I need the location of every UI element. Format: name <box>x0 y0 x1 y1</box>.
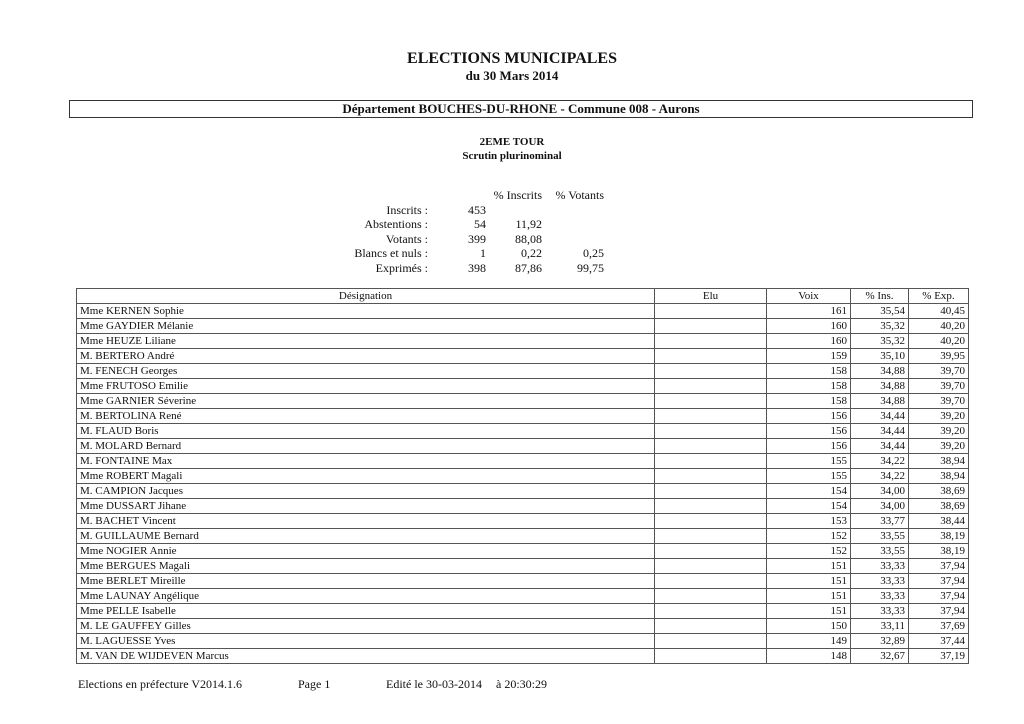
candidate-elected <box>655 454 767 469</box>
candidate-votes: 158 <box>767 379 851 394</box>
column-header-elu: Elu <box>655 289 767 304</box>
department-commune-banner: Département BOUCHES-DU-RHONE - Commune 008 - Aurons <box>69 100 973 118</box>
candidate-votes: 160 <box>767 334 851 349</box>
candidate-pct-exprimes: 37,44 <box>909 634 969 649</box>
candidate-pct-inscrits: 33,33 <box>851 559 909 574</box>
table-row <box>77 319 969 334</box>
column-header-designation: Désignation <box>77 289 655 304</box>
table-row <box>77 349 969 364</box>
candidate-pct-inscrits: 33,33 <box>851 589 909 604</box>
candidate-votes: 156 <box>767 424 851 439</box>
stats-count-exprimes: 398 <box>468 261 486 275</box>
candidate-votes: 155 <box>767 469 851 484</box>
stats-label-blancs-nuls: Blancs et nuls : <box>354 246 428 260</box>
stats-pct-inscrits-blancs-nuls: 0,22 <box>521 246 542 260</box>
candidate-votes: 158 <box>767 364 851 379</box>
candidate-pct-inscrits: 33,33 <box>851 574 909 589</box>
candidate-pct-exprimes: 39,95 <box>909 349 969 364</box>
table-row <box>77 649 969 664</box>
candidate-pct-exprimes: 38,19 <box>909 544 969 559</box>
candidate-name: M. BERTOLINA René <box>77 409 655 424</box>
candidate-pct-exprimes: 40,20 <box>909 334 969 349</box>
stats-label-abstentions: Abstentions : <box>364 217 428 231</box>
candidate-pct-inscrits: 34,88 <box>851 364 909 379</box>
candidate-name: M. FLAUD Boris <box>77 424 655 439</box>
candidate-elected <box>655 334 767 349</box>
table-row <box>77 604 969 619</box>
candidate-pct-exprimes: 37,94 <box>909 559 969 574</box>
candidate-name: Mme PELLE Isabelle <box>77 604 655 619</box>
candidate-pct-exprimes: 37,94 <box>909 604 969 619</box>
candidate-name: Mme ROBERT Magali <box>77 469 655 484</box>
candidate-elected <box>655 484 767 499</box>
candidate-name: Mme KERNEN Sophie <box>77 304 655 319</box>
candidate-pct-inscrits: 34,00 <box>851 484 909 499</box>
candidate-name: Mme HEUZE Liliane <box>77 334 655 349</box>
candidate-pct-inscrits: 34,00 <box>851 499 909 514</box>
ballot-type: Scrutin plurinominal <box>462 150 562 162</box>
candidate-name: M. MOLARD Bernard <box>77 439 655 454</box>
candidate-pct-exprimes: 39,20 <box>909 409 969 424</box>
candidate-elected <box>655 394 767 409</box>
candidate-pct-inscrits: 34,88 <box>851 394 909 409</box>
table-row <box>77 454 969 469</box>
candidate-votes: 153 <box>767 514 851 529</box>
candidate-name: M. GUILLAUME Bernard <box>77 529 655 544</box>
candidate-pct-exprimes: 39,20 <box>909 424 969 439</box>
candidate-pct-inscrits: 33,77 <box>851 514 909 529</box>
table-row <box>77 379 969 394</box>
table-row <box>77 529 969 544</box>
candidate-pct-inscrits: 33,11 <box>851 619 909 634</box>
candidate-votes: 152 <box>767 529 851 544</box>
candidate-elected <box>655 469 767 484</box>
candidate-name: M. BACHET Vincent <box>77 514 655 529</box>
candidate-pct-inscrits: 33,55 <box>851 544 909 559</box>
candidate-votes: 151 <box>767 604 851 619</box>
table-row <box>77 469 969 484</box>
candidate-pct-exprimes: 37,19 <box>909 649 969 664</box>
table-row <box>77 559 969 574</box>
candidate-name: M. CAMPION Jacques <box>77 484 655 499</box>
candidate-name: M. LAGUESSE Yves <box>77 634 655 649</box>
candidate-elected <box>655 364 767 379</box>
candidate-elected <box>655 559 767 574</box>
candidate-pct-inscrits: 35,32 <box>851 319 909 334</box>
candidate-elected <box>655 529 767 544</box>
candidate-votes: 155 <box>767 454 851 469</box>
candidate-pct-exprimes: 38,19 <box>909 529 969 544</box>
table-row <box>77 439 969 454</box>
document-title: ELECTIONS MUNICIPALES <box>407 50 617 67</box>
candidate-pct-inscrits: 35,32 <box>851 334 909 349</box>
candidate-pct-exprimes: 37,94 <box>909 589 969 604</box>
table-row <box>77 589 969 604</box>
candidate-elected <box>655 544 767 559</box>
candidate-pct-inscrits: 34,88 <box>851 379 909 394</box>
candidate-name: Mme LAUNAY Angélique <box>77 589 655 604</box>
table-row <box>77 499 969 514</box>
candidate-name: Mme GAYDIER Mélanie <box>77 319 655 334</box>
table-header-row <box>77 289 969 304</box>
candidate-elected <box>655 424 767 439</box>
candidate-votes: 158 <box>767 394 851 409</box>
table-row <box>77 409 969 424</box>
candidate-votes: 156 <box>767 409 851 424</box>
candidate-name: Mme BERGUES Magali <box>77 559 655 574</box>
results-body <box>77 304 969 664</box>
stats-count-abstentions: 54 <box>474 217 486 231</box>
candidate-name: Mme BERLET Mireille <box>77 574 655 589</box>
footer-edited-date: Edité le 30-03-2014 <box>386 677 482 691</box>
candidate-elected <box>655 574 767 589</box>
table-row <box>77 514 969 529</box>
candidate-pct-inscrits: 32,89 <box>851 634 909 649</box>
candidate-elected <box>655 439 767 454</box>
stats-count-blancs-nuls: 1 <box>480 246 486 260</box>
candidate-pct-exprimes: 38,94 <box>909 454 969 469</box>
candidate-pct-exprimes: 38,94 <box>909 469 969 484</box>
candidate-votes: 151 <box>767 589 851 604</box>
candidate-pct-exprimes: 37,69 <box>909 619 969 634</box>
candidate-name: Mme FRUTOSO Emilie <box>77 379 655 394</box>
column-header-voix: Voix <box>767 289 851 304</box>
candidate-votes: 161 <box>767 304 851 319</box>
candidate-pct-exprimes: 39,20 <box>909 439 969 454</box>
candidate-name: M. VAN DE WIJDEVEN Marcus <box>77 649 655 664</box>
table-row <box>77 634 969 649</box>
column-header-pct-ins: % Ins. <box>851 289 909 304</box>
candidate-pct-exprimes: 38,69 <box>909 484 969 499</box>
candidate-elected <box>655 499 767 514</box>
candidate-pct-exprimes: 39,70 <box>909 364 969 379</box>
candidate-votes: 154 <box>767 499 851 514</box>
candidate-pct-exprimes: 39,70 <box>909 394 969 409</box>
stats-pct-inscrits-exprimes: 87,86 <box>515 261 542 275</box>
column-header-pct-exp: % Exp. <box>909 289 969 304</box>
table-row <box>77 304 969 319</box>
round-label: 2EME TOUR <box>479 136 545 148</box>
table-row <box>77 364 969 379</box>
stats-label-exprimes: Exprimés : <box>375 261 428 275</box>
candidate-pct-inscrits: 34,44 <box>851 439 909 454</box>
candidate-elected <box>655 619 767 634</box>
candidate-votes: 151 <box>767 574 851 589</box>
candidate-name: M. LE GAUFFEY Gilles <box>77 619 655 634</box>
candidates-results-table <box>76 288 969 664</box>
table-row <box>77 484 969 499</box>
candidate-pct-exprimes: 38,69 <box>909 499 969 514</box>
footer-edited-time: à 20:30:29 <box>496 677 547 691</box>
stats-label-votants: Votants : <box>385 232 428 246</box>
table-row <box>77 394 969 409</box>
candidate-votes: 154 <box>767 484 851 499</box>
stats-pct-inscrits-votants: 88,08 <box>515 232 542 246</box>
stats-pct-votants-blancs-nuls: 0,25 <box>583 246 604 260</box>
candidate-pct-inscrits: 34,22 <box>851 469 909 484</box>
candidate-pct-inscrits: 35,10 <box>851 349 909 364</box>
candidate-votes: 160 <box>767 319 851 334</box>
stats-label-inscrits: Inscrits : <box>386 203 428 217</box>
stats-count-inscrits: 453 <box>468 203 486 217</box>
stats-pct-inscrits-abstentions: 11,92 <box>515 217 542 231</box>
candidate-elected <box>655 349 767 364</box>
candidate-votes: 159 <box>767 349 851 364</box>
candidate-pct-inscrits: 34,44 <box>851 424 909 439</box>
stats-header-pct-inscrits: % Inscrits <box>493 188 542 202</box>
candidate-elected <box>655 319 767 334</box>
candidate-votes: 156 <box>767 439 851 454</box>
candidate-name: Mme GARNIER Séverine <box>77 394 655 409</box>
candidate-name: M. FENECH Georges <box>77 364 655 379</box>
candidate-pct-inscrits: 34,44 <box>851 409 909 424</box>
election-date: du 30 Mars 2014 <box>465 68 559 83</box>
candidate-name: M. BERTERO André <box>77 349 655 364</box>
candidate-pct-inscrits: 35,54 <box>851 304 909 319</box>
footer-software-version: Elections en préfecture V2014.1.6 <box>78 677 243 691</box>
stats-pct-votants-exprimes: 99,75 <box>577 261 604 275</box>
table-row <box>77 619 969 634</box>
candidate-votes: 151 <box>767 559 851 574</box>
candidate-elected <box>655 514 767 529</box>
candidate-elected <box>655 379 767 394</box>
candidate-pct-inscrits: 32,67 <box>851 649 909 664</box>
candidate-pct-exprimes: 40,45 <box>909 304 969 319</box>
candidate-pct-inscrits: 33,55 <box>851 529 909 544</box>
table-row <box>77 544 969 559</box>
candidate-elected <box>655 649 767 664</box>
candidate-name: Mme DUSSART Jihane <box>77 499 655 514</box>
table-row <box>77 424 969 439</box>
candidate-votes: 148 <box>767 649 851 664</box>
candidate-elected <box>655 589 767 604</box>
footer-page-number: Page 1 <box>298 677 331 691</box>
candidate-pct-exprimes: 37,94 <box>909 574 969 589</box>
candidate-name: M. FONTAINE Max <box>77 454 655 469</box>
candidate-pct-inscrits: 33,33 <box>851 604 909 619</box>
table-row <box>77 334 969 349</box>
candidate-elected <box>655 604 767 619</box>
candidate-pct-inscrits: 34,22 <box>851 454 909 469</box>
candidate-elected <box>655 304 767 319</box>
candidate-votes: 150 <box>767 619 851 634</box>
candidate-name: Mme NOGIER Annie <box>77 544 655 559</box>
stats-count-votants: 399 <box>468 232 486 246</box>
candidate-pct-exprimes: 38,44 <box>909 514 969 529</box>
candidate-elected <box>655 634 767 649</box>
candidate-votes: 152 <box>767 544 851 559</box>
candidate-elected <box>655 409 767 424</box>
candidate-pct-exprimes: 39,70 <box>909 379 969 394</box>
table-row <box>77 574 969 589</box>
candidate-pct-exprimes: 40,20 <box>909 319 969 334</box>
stats-header-pct-votants: % Votants <box>555 188 604 202</box>
candidate-votes: 149 <box>767 634 851 649</box>
